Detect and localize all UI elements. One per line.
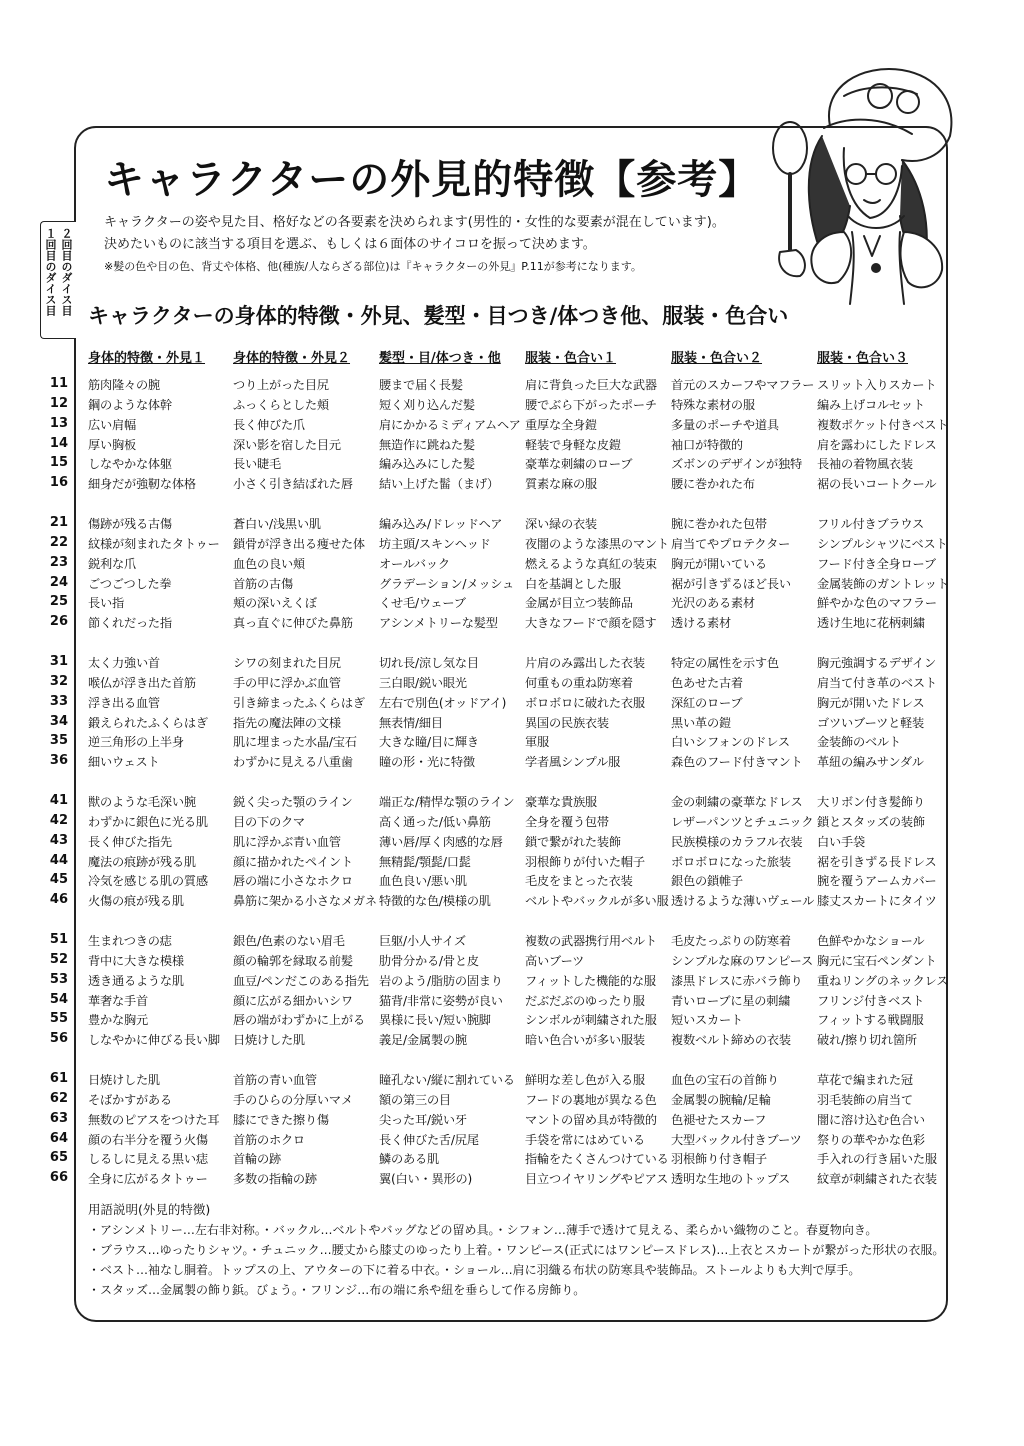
- dice-number: 43: [49, 832, 68, 848]
- table-cell: 全身を覆う包帯: [525, 814, 609, 829]
- table-cell: 魔法の痕跡が残る肌: [88, 854, 196, 869]
- table-cell: 闇に溶け込む色合い: [817, 1112, 925, 1127]
- table-cell: 透明な生地のトップス: [671, 1172, 791, 1187]
- table-cell: 羽根飾りが付いた帽子: [525, 854, 645, 869]
- dice-number: 14: [49, 435, 68, 451]
- table-cell: 透けるような薄いヴェール: [671, 894, 815, 909]
- table-cell: 厚い胸板: [88, 437, 136, 452]
- table-cell: 短いスカート: [671, 1013, 743, 1028]
- sleeve-right: [901, 232, 943, 287]
- table-cell: 鍛えられたふくらはぎ: [88, 715, 208, 730]
- dice-number: 31: [49, 654, 68, 669]
- table-cell: 軽装で身軽な皮鎧: [525, 437, 621, 452]
- intro-text: [104, 212, 725, 278]
- table-cell: 膝にできた擦り傷: [233, 1112, 329, 1127]
- dice-number: 15: [49, 455, 68, 471]
- table-cell: 日焼けした肌: [88, 1073, 160, 1087]
- table-cell: 豪華な刺繍のローブ: [525, 457, 633, 472]
- table-cell: 節くれだった指: [88, 616, 172, 631]
- table-cell: 暗い色合いが多い服装: [525, 1033, 645, 1048]
- table-cell: 瞳孔ない/縦に割れている: [379, 1073, 515, 1087]
- dice-number: 21: [49, 515, 68, 530]
- table-cell: 鱗のある肌: [379, 1152, 439, 1167]
- table-cell: 紋章が刺繍された衣装: [817, 1172, 937, 1187]
- table-cell: 高く通った/低い鼻筋: [379, 814, 491, 829]
- table-cell: しなやかに伸びる長い脚: [88, 1033, 220, 1048]
- table-cell: しるしに見える黒い痣: [88, 1152, 208, 1167]
- table-cell: 長い指: [88, 596, 124, 611]
- table-cell: 首元のスカーフやマフラー: [671, 378, 815, 392]
- table-cell: 小さく引き結ばれた唇: [233, 477, 353, 492]
- table-cell: 鋼のような体幹: [88, 397, 172, 412]
- table-cell: ごつごつした拳: [88, 576, 172, 591]
- table-cell: 祭りの華やかな色彩: [817, 1132, 925, 1147]
- table-cell: 手入れの行き届いた服: [817, 1152, 937, 1167]
- table-cell: 細身だが強靭な体格: [88, 477, 196, 492]
- table-cell: 夜闇のような漆黒のマント: [525, 536, 669, 551]
- dice-number: 36: [49, 753, 68, 769]
- table-cell: 金属製の腕輪/足輪: [671, 1092, 771, 1107]
- table-cell: オールバック: [379, 556, 450, 571]
- dice-number: 55: [49, 1011, 68, 1027]
- table-cell: しなやかな体躯: [88, 457, 172, 472]
- table-cell: 無表情/細目: [379, 715, 443, 730]
- table-cell: 銀色/色素のない眉毛: [233, 934, 345, 948]
- table-cell: 義足/金属製の腕: [379, 1033, 467, 1048]
- table-cell: 太く力強い首: [88, 656, 160, 670]
- table-cell: 複数ベルト締めの衣装: [671, 1033, 791, 1048]
- table-cell: 胸元が開いている: [671, 556, 767, 571]
- table-cell: フリル付きブラウス: [817, 517, 925, 531]
- dice-number: 25: [49, 594, 68, 610]
- table-cell: 豪華な貴族服: [525, 795, 597, 809]
- table-cell: 腕を覆うアームカバー: [817, 874, 937, 889]
- table-cell: 切れ長/涼し気な目: [379, 656, 479, 670]
- table-cell: 重ねリングのネックレス: [817, 973, 949, 988]
- table-cell: だぶだぶのゆったり服: [525, 993, 645, 1008]
- table-cell: フィットした機能的な服: [525, 973, 656, 988]
- table-cell: 筋肉隆々の腕: [88, 378, 160, 392]
- table-cell: 首筋の青い血管: [233, 1073, 317, 1087]
- dice-number: 23: [49, 554, 68, 570]
- table-cell: 肩当て付き革のベスト: [817, 675, 937, 690]
- table-cell: ボロボロになった旅装: [671, 854, 791, 869]
- hat-band: [824, 120, 912, 134]
- dice-number: 62: [49, 1090, 68, 1106]
- table-cell: 生まれつきの痣: [88, 934, 172, 948]
- dice-side-tab: [40, 221, 76, 339]
- table-cell: 血色の宝石の首飾り: [671, 1073, 779, 1087]
- table-cell: わずかに見える八重歯: [233, 755, 353, 770]
- table-cell: マントの留め具が特徴的: [525, 1112, 657, 1127]
- table-cell: 膝丈スカートにタイツ: [817, 894, 937, 909]
- table-cell: フードの裏地が異なる色: [525, 1092, 657, 1107]
- table-cell: 毛皮をまとった衣装: [525, 874, 633, 889]
- table-cell: 大リボン付き髪飾り: [817, 795, 925, 809]
- table-cell: そばかすがある: [88, 1092, 172, 1107]
- table-cell: 特定の属性を示す色: [671, 656, 779, 670]
- table-cell: グラデーション/メッシュ: [379, 576, 515, 591]
- table-cell: 透ける素材: [671, 616, 731, 631]
- table-cell: 特徴的な色/模様の肌: [379, 894, 491, 909]
- table-cell: フード付き全身ローブ: [817, 556, 936, 571]
- dice-number: 52: [49, 951, 68, 967]
- table-cell: レザーパンツとチュニック: [671, 814, 814, 829]
- hat-shape: [829, 69, 951, 161]
- table-cell: 学者風シンプル服: [525, 755, 621, 770]
- table-cell: 金の刺繍の豪華なドレス: [671, 795, 803, 809]
- table-cell: 腰まで届く長髪: [379, 378, 463, 392]
- dice-number: 35: [49, 733, 68, 749]
- table-cell: 血豆/ペンだこのある指先: [233, 973, 369, 988]
- table-cell: 胸元強調するデザイン: [817, 656, 937, 670]
- table-cell: 深い緑の衣装: [525, 517, 597, 531]
- table-cell: 血色の良い頬: [233, 556, 305, 571]
- table-cell: 大きなフードで顔を隠す: [525, 616, 657, 631]
- dice-number: 41: [49, 793, 68, 808]
- table-cell: 翼(白い・異形の): [379, 1172, 473, 1187]
- table-cell: 端正な/精悍な顎のライン: [379, 795, 515, 809]
- table-cell: 白を基調とした服: [525, 576, 621, 591]
- dice-number: 16: [49, 475, 68, 491]
- table-cell: つり上がった目尻: [233, 378, 329, 392]
- table-cell: 腰に巻かれた布: [671, 477, 755, 492]
- table-cell: 肩を露わにしたドレス: [817, 437, 937, 452]
- table-cell: 多量のポーチや道具: [671, 417, 779, 432]
- table-cell: シンプルな麻のワンピース: [671, 953, 813, 968]
- table-cell: 鋭く尖った顎のライン: [233, 795, 353, 809]
- character-illustration: [752, 56, 962, 306]
- dice-number: 53: [49, 971, 68, 987]
- table-cell: 肩当てやプロテクター: [671, 536, 791, 551]
- table-cell: 色鮮やかなショール: [817, 934, 925, 948]
- table-cell: 編み込みにした髪: [379, 457, 475, 472]
- table-cell: 指輪をたくさんつけている: [525, 1152, 669, 1167]
- goggle-right: [897, 91, 919, 113]
- table-cell: 腰でぶら下がったポーチ: [525, 397, 657, 412]
- dice-number: 56: [49, 1031, 68, 1047]
- column-header: 身体的特徴・外見２: [233, 351, 351, 366]
- table-cell: ふっくらとした頬: [233, 397, 329, 412]
- dice-number: 24: [49, 574, 68, 590]
- table-cell: シンプルシャツにベスト: [817, 536, 948, 551]
- table-cell: 大きな瞳/目に輝き: [379, 735, 479, 750]
- table-cell: 鎖骨が浮き出る痩せた体: [233, 536, 365, 551]
- dice-number: 11: [49, 376, 68, 391]
- table-cell: 肩にかかるミディアムヘア: [379, 417, 521, 432]
- collar-shape: [848, 216, 904, 228]
- table-cell: 草花で編まれた冠: [817, 1073, 913, 1087]
- table-cell: 民族模様のカラフル衣装: [671, 834, 803, 849]
- table-cell: 金属装飾のガントレット: [817, 576, 949, 591]
- table-cell: フリンジ付きベスト: [817, 993, 925, 1008]
- table-cell: 岩のよう/脂肪の固まり: [379, 973, 503, 988]
- glossary-line: ・ベスト…袖なし胴着。トップスの上、アウターの下に着る中衣。・ショール…肩に羽織る布状の防寒具や装飾品。ストールよりも大判で厚手。: [88, 1263, 861, 1277]
- column-header: 身体的特徴・外見１: [88, 351, 206, 366]
- dice-number: 32: [49, 673, 68, 689]
- hand-shape: [779, 250, 805, 276]
- table-cell: 逆三角形の上半身: [88, 735, 184, 750]
- table-cell: 肩に背負った巨大な武器: [525, 378, 657, 392]
- table-cell: 青いローブに星の刺繍: [671, 993, 791, 1008]
- table-cell: 結い上げた髷（まげ）: [379, 477, 499, 492]
- table-cell: 漆黒ドレスに赤バラ飾り: [671, 973, 803, 988]
- table-cell: 薄い唇/厚く肉感的な唇: [379, 834, 503, 849]
- table-cell: 高いブーツ: [525, 953, 585, 968]
- table-cell: 無造作に跳ねた髪: [379, 437, 475, 452]
- table-cell: 日焼けした肌: [233, 1033, 305, 1048]
- table-cell: 質素な麻の服: [525, 477, 597, 492]
- column-header: 服装・色合い３: [817, 351, 909, 366]
- table-cell: 羽根飾り付き帽子: [671, 1152, 767, 1167]
- table-cell: 血色良い/悪い肌: [379, 874, 467, 889]
- dice-number: 22: [49, 534, 68, 550]
- table-cell: 鎖とスタッズの装飾: [817, 814, 925, 829]
- table-cell: 浮き出る血管: [88, 695, 160, 710]
- table-cell: 首筋のホクロ: [233, 1132, 305, 1147]
- table-cell: 透け生地に花柄刺繍: [817, 616, 925, 631]
- table-cell: 長く伸びた爪: [233, 417, 305, 432]
- table-cell: 左右で別色(オッドアイ): [379, 695, 507, 710]
- table-cell: 袖口が特徴的: [671, 437, 743, 452]
- table-cell: 唇の端に小さなホクロ: [233, 874, 353, 889]
- table-cell: 鮮やかな色のマフラー: [817, 596, 937, 611]
- table-cell: シワの刻まれた目尻: [233, 656, 341, 670]
- table-cell: 何重もの重ね防寒着: [525, 675, 633, 690]
- table-cell: 無精髭/顎髭/口髭: [379, 854, 471, 869]
- table-cell: 毛皮たっぷりの防寒着: [671, 934, 791, 948]
- dice-number: 42: [49, 812, 68, 828]
- table-cell: 長い睫毛: [233, 457, 281, 472]
- table-cell: 複数ポケット付きベスト: [817, 417, 949, 432]
- intro-note: ※髪の色や目の色、背丈や体格、他(種族/人ならざる部位)は『キャラクターの外見』P.11が参考になります。: [104, 260, 642, 273]
- dice-number: 33: [49, 693, 68, 709]
- table-cell: 重厚な全身鎧: [525, 417, 597, 432]
- table-cell: 背中に大きな模様: [88, 953, 184, 968]
- table-cell: ボロボロに破れた衣服: [525, 695, 645, 710]
- table-cell: 透き通るような肌: [88, 973, 184, 988]
- table-cell: 唇の端がわずかに上がる: [233, 1013, 365, 1028]
- table-cell: 深紅のローブ: [671, 695, 743, 710]
- table-cell: アシンメトリーな髪型: [379, 616, 498, 631]
- table-cell: 軍服: [525, 735, 549, 750]
- table-cell: 華奢な手首: [88, 993, 148, 1008]
- table-cell: 異様に長い/短い腕脚: [379, 1013, 491, 1028]
- table-cell: 胸元が開いたドレス: [817, 695, 925, 710]
- glossary: [88, 1200, 944, 1300]
- table-cell: くせ毛/ウェーブ: [379, 596, 466, 611]
- dice-number: 66: [49, 1170, 68, 1186]
- table-cell: 長く伸びた舌/尻尾: [379, 1132, 479, 1147]
- table-cell: 肋骨分かる/骨と皮: [379, 953, 479, 968]
- dice-number: 61: [49, 1071, 68, 1086]
- table-cell: 尖った耳/鋭い牙: [379, 1112, 467, 1127]
- table-cell: 顔の輪郭を縁取る前髪: [233, 953, 353, 968]
- dice-tab-first: １回目のダイス目: [44, 228, 57, 316]
- table-cell: 目の下のクマ: [233, 814, 305, 829]
- table-cell: 豊かな胸元: [88, 1013, 148, 1028]
- table-cell: 銀色の鎖帷子: [671, 874, 743, 889]
- glossary-line: ・アシンメトリー…左右非対称。・バックル…ベルトやバッグなどの留め具。・シフォン…薄手で透けて見える、柔らかい織物のこと。春夏物向き。: [88, 1223, 878, 1237]
- glossary-line: ・ブラウス…ゆったりシャツ。・チュニック…腰丈から膝丈のゆったり上着。・ワンピース(正式にはワンピースドレス)…上衣とスカートが繋がった形状の衣服。: [88, 1243, 945, 1257]
- table-cell: 手袋を常にはめている: [525, 1132, 645, 1147]
- table-cell: 色褪せたスカーフ: [671, 1112, 767, 1127]
- table-cell: 顔の右半分を覆う火傷: [88, 1132, 208, 1147]
- table-cell: 瞳の形・光に特徴: [379, 755, 475, 770]
- table-cell: ゴツいブーツと軽装: [817, 715, 925, 730]
- table-cell: 異国の民族衣装: [525, 715, 609, 730]
- dice-number: 54: [49, 991, 68, 1007]
- table-cell: 深い影を宿した目元: [233, 437, 341, 452]
- table-cell: 特殊な素材の服: [671, 397, 755, 412]
- table-cell: 腕に巻かれた包帯: [671, 517, 767, 531]
- table-cell: 黒い革の鎧: [671, 715, 731, 730]
- dice-number: 26: [49, 614, 68, 630]
- dice-number: 46: [49, 892, 68, 908]
- table-cell: 傷跡が残る古傷: [88, 517, 172, 531]
- table-cell: 破れ/擦り切れ箇所: [817, 1033, 917, 1048]
- table-cell: 喉仏が浮き出た首筋: [88, 675, 196, 690]
- table-cell: 編み上げコルセット: [817, 397, 925, 412]
- table-cell: 首筋の古傷: [233, 576, 293, 591]
- table-cell: 短く刈り込んだ髪: [379, 397, 475, 412]
- table-cell: 複数の武器携行用ベルト: [525, 934, 657, 948]
- table-cell: 多数の指輪の跡: [233, 1172, 317, 1187]
- dice-number: 63: [49, 1110, 68, 1126]
- table-cell: 顔に広がる細かいシワ: [233, 993, 353, 1008]
- table-cell: 無数のピアスをつけた耳: [88, 1112, 220, 1127]
- table-cell: 巨躯/小人サイズ: [379, 934, 466, 948]
- dice-number: 51: [49, 932, 68, 947]
- table-cell: 紋様が刻まれたタトゥー: [88, 536, 220, 551]
- table-cell: 白い手袋: [817, 834, 865, 849]
- dice-tab-second: ２回目のダイス目: [60, 228, 73, 316]
- table-cell: 色あせた古着: [671, 675, 743, 690]
- table-cell: ベルトやバックルが多い服: [525, 894, 669, 909]
- table-cell: 大型バックル付きブーツ: [671, 1132, 802, 1147]
- dice-number: 13: [49, 415, 68, 431]
- table-cell: 鎖で繋がれた装飾: [525, 834, 621, 849]
- table-cell: スリット入りスカート: [817, 378, 937, 392]
- table-cell: 三白眼/鋭い眼光: [379, 675, 467, 690]
- table-cell: 首輪の跡: [233, 1152, 281, 1167]
- table-cell: 編み込み/ドレッドヘア: [379, 517, 503, 531]
- table-cell: 鮮明な差し色が入る服: [525, 1073, 645, 1087]
- table-cell: 光沢のある素材: [671, 596, 755, 611]
- table-cell: 細いウェスト: [88, 755, 160, 770]
- table-cell: 真っ直ぐに伸びた鼻筋: [233, 616, 353, 631]
- table-cell: 燃えるような真紅の装束: [525, 556, 657, 571]
- table-cell: 引き締まったふくらはぎ: [233, 695, 365, 710]
- table-cell: 革紐の編みサンダル: [817, 755, 924, 770]
- column-header: 服装・色合い１: [525, 351, 617, 366]
- spoon-head: [773, 122, 807, 174]
- table-cell: ズボンのデザインが独特: [671, 457, 803, 472]
- table-cell: 金属が目立つ装飾品: [525, 596, 633, 611]
- table-cell: 手のひらの分厚いマメ: [233, 1092, 353, 1107]
- table-cell: 森色のフード付きマント: [671, 755, 803, 770]
- column-header: 髪型・目/体つき・他: [379, 351, 501, 366]
- page-title: キャラクターの外見的特徴【参考】: [104, 157, 760, 203]
- table-cell: 羽毛装飾の肩当て: [817, 1092, 913, 1107]
- table-cell: 目立つイヤリングやピアス: [525, 1172, 669, 1187]
- table-cell: 肌に埋まった水晶/宝石: [233, 735, 357, 750]
- table-cell: 胸元に宝石ペンダント: [817, 953, 937, 968]
- dice-number: 44: [49, 852, 68, 868]
- dice-number: 45: [49, 872, 68, 888]
- glossary-line: ・スタッズ…金属製の飾り鋲。びょう。・フリンジ…布の端に糸や紐を垂らして作る房飾り。: [88, 1283, 586, 1297]
- table-cell: 裾が引きずるほど長い: [671, 576, 791, 591]
- table-cell: 肌に浮かぶ青い血管: [233, 834, 341, 849]
- dice-number: 64: [49, 1130, 68, 1146]
- dice-number: 34: [49, 713, 68, 729]
- table-cell: 長袖の着物風衣装: [817, 457, 913, 472]
- table-cell: 鋭利な爪: [88, 556, 136, 571]
- column-header: 服装・色合い２: [671, 351, 763, 366]
- table-cell: 坊主頭/スキンヘッド: [379, 536, 491, 551]
- table-cell: 片肩のみ露出した衣装: [525, 656, 645, 670]
- dice-number: 12: [49, 395, 68, 411]
- table-cell: 獣のような毛深い腕: [88, 795, 196, 809]
- table-cell: 蒼白い/浅黒い肌: [233, 517, 321, 531]
- table-cell: 手の甲に浮かぶ血管: [233, 675, 341, 690]
- table-cell: 金装飾のベルト: [817, 735, 901, 750]
- table-cell: 猫背/非常に姿勢が良い: [379, 993, 503, 1008]
- table-cell: 広い肩幅: [88, 417, 136, 432]
- table-cell: 裾の長いコートクール: [817, 477, 937, 492]
- table-cell: 長く伸びた指先: [88, 834, 172, 849]
- table-cell: 全身に広がるタトゥー: [88, 1172, 208, 1187]
- glossary-title: 用語説明(外見的特徴): [88, 1202, 211, 1217]
- table-cell: 鼻筋に架かる小さなメガネ: [233, 894, 377, 909]
- table-cell: わずかに銀色に光る肌: [88, 814, 208, 829]
- table-cell: 白いシフォンのドレス: [671, 735, 790, 750]
- table-cell: フィットする戦闘服: [817, 1013, 924, 1028]
- intro-line-1: キャラクターの姿や見た目、格好などの各要素を決められます(男性的・女性的な要素が混在しています)。: [104, 215, 725, 230]
- table-cell: 火傷の痕が残る肌: [88, 894, 184, 909]
- table-cell: 顔に描かれたペイント: [233, 854, 353, 869]
- table-cell: 指先の魔法陣の文様: [233, 715, 341, 730]
- section-subtitle: キャラクターの身体的特徴・外見、髪型・目つき/体つき他、服装・色合い: [88, 304, 789, 328]
- table-cell: 頬の深いえくぼ: [233, 596, 317, 611]
- dice-number: 65: [49, 1150, 68, 1166]
- table-cell: 冷気を感じる肌の質感: [88, 874, 208, 889]
- table-cell: 額の第三の目: [379, 1092, 451, 1107]
- intro-line-2: 決めたいものに該当する項目を選ぶ、もしくは６面体のサイコロを振って決めます。: [104, 237, 596, 252]
- table-cell: シンボルが刺繍された服: [525, 1013, 657, 1028]
- table-cell: 裾を引きずる長ドレス: [817, 854, 937, 869]
